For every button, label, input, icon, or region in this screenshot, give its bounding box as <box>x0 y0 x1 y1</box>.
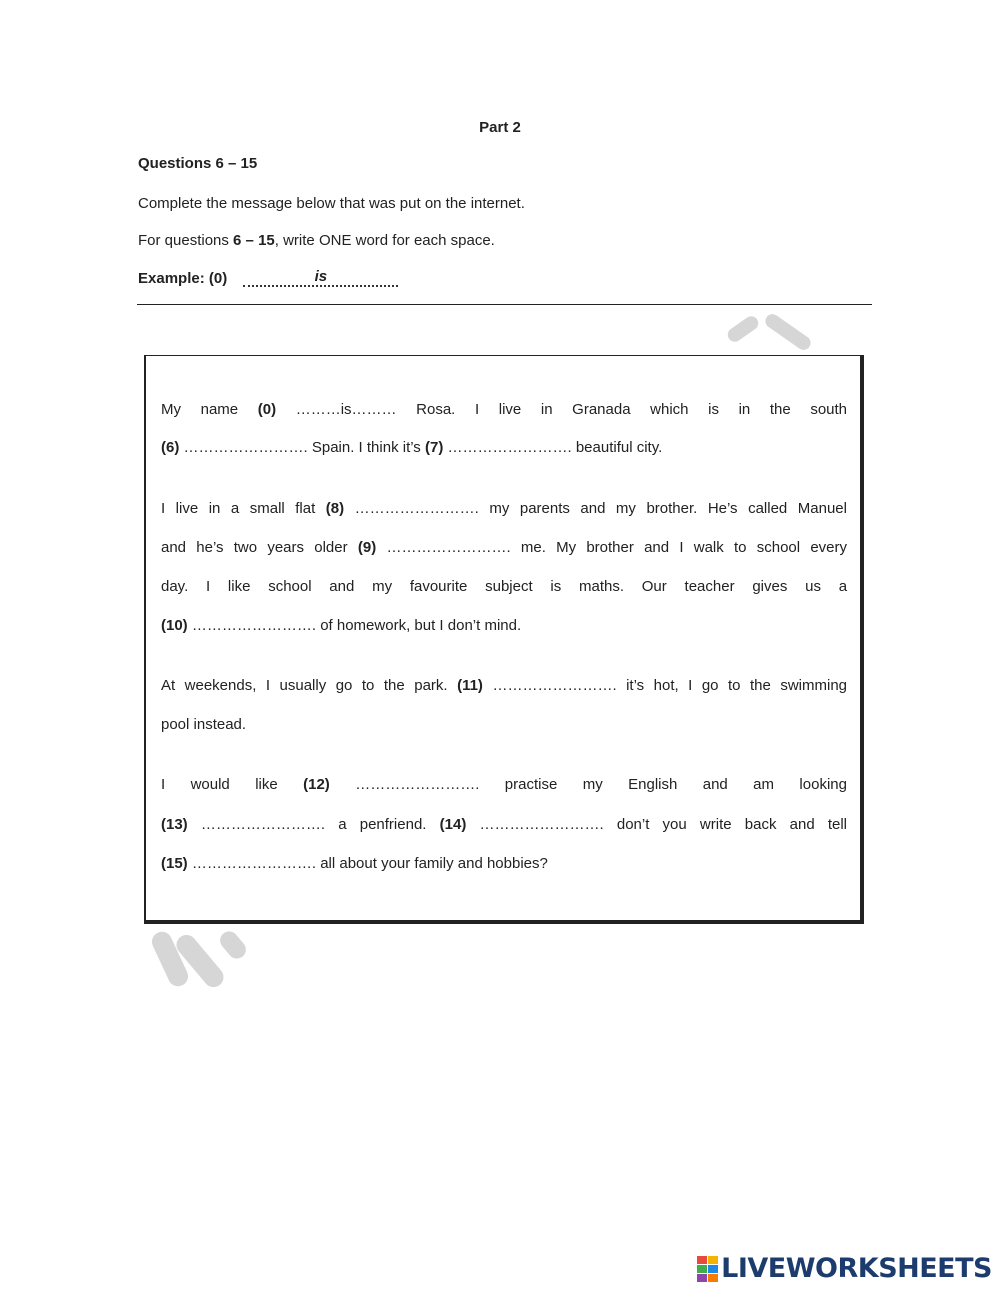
questions-heading: Questions 6 – 15 <box>138 155 258 172</box>
word: live <box>498 401 522 418</box>
message-line-5 <box>161 578 847 595</box>
gap-7-number: (7) <box>424 439 444 456</box>
word: maths. <box>579 578 625 595</box>
gap-14-number: (14) <box>439 816 467 833</box>
logo-text: LIVEWORKSHEETS <box>721 1253 992 1284</box>
part-title: Part 2 <box>479 119 521 136</box>
word: gives <box>752 578 788 595</box>
word: I <box>206 578 211 595</box>
logo-square <box>697 1265 707 1273</box>
word: and <box>329 578 355 595</box>
gap-11-number: (11) <box>457 677 483 694</box>
gap-8-number: (8) <box>325 500 345 517</box>
message-line-11: (15) ……………………. all about your family and hobbies? <box>161 855 548 872</box>
word: am <box>753 776 775 793</box>
word: the <box>769 401 791 418</box>
word: which <box>650 401 689 418</box>
word: Granada <box>572 401 631 418</box>
message-line-7: At weekends, I usually go to the park. (11) ……………………. it’s hot, I go to the swimming <box>161 677 848 694</box>
section-divider <box>137 304 872 305</box>
word: ……………………. <box>355 776 480 793</box>
word: south <box>810 401 848 418</box>
logo-square <box>708 1256 718 1264</box>
word: in <box>738 401 751 418</box>
message-line-6: (10) ……………………. of homework, but I don’t mind. <box>161 617 522 634</box>
example-label: Example: (0) <box>138 270 228 287</box>
word: like <box>227 578 251 595</box>
word: My <box>161 401 181 418</box>
gap-6-number: (6) <box>161 439 180 456</box>
word: school <box>268 578 312 595</box>
gap-13-number: (13) <box>161 816 188 833</box>
message-line-10: (13) ……………………. a penfriend. (14) ……………………. don’t you write back and tell <box>161 816 848 833</box>
message-line-3: I live in a small flat (8) ……………………. my parents and my brother. He’s called Manuel <box>161 500 847 517</box>
word: and <box>702 776 728 793</box>
example-answer: is <box>243 268 398 287</box>
instruction-questions: For questions 6 – 15, write ONE word for each space. <box>138 232 495 249</box>
gap-12-number: (12) <box>303 776 330 793</box>
word: a <box>838 578 848 595</box>
logo-icon <box>697 1256 718 1282</box>
word: teacher <box>684 578 735 595</box>
liveworksheets-logo <box>697 1253 992 1284</box>
word: (0) <box>257 401 277 418</box>
message-line-1 <box>161 401 847 418</box>
logo-square <box>708 1265 718 1273</box>
word: favourite <box>409 578 468 595</box>
logo-square <box>697 1274 707 1282</box>
word: subject <box>485 578 533 595</box>
logo-square <box>697 1256 707 1264</box>
example-line <box>138 270 398 289</box>
gap-15-number: (15) <box>161 855 188 872</box>
word: Our <box>641 578 667 595</box>
word: looking <box>799 776 847 793</box>
word: name <box>200 401 239 418</box>
word: ………is……… <box>295 401 397 418</box>
word: I <box>474 401 480 418</box>
word: like <box>255 776 278 793</box>
watermark-stroke <box>216 928 249 963</box>
word: English <box>628 776 678 793</box>
word: us <box>805 578 821 595</box>
word: Rosa. <box>416 401 456 418</box>
word: day. <box>161 578 189 595</box>
word: in <box>540 401 553 418</box>
word: my <box>582 776 603 793</box>
word: I <box>161 776 166 793</box>
word: would <box>190 776 230 793</box>
watermark-stroke <box>763 311 814 352</box>
gap-9-number: (9) <box>357 539 377 556</box>
word: is <box>708 401 719 418</box>
gap-10-number: (10) <box>161 617 188 634</box>
watermark-stroke <box>725 314 761 345</box>
message-line-2: (6) ……………………. Spain. I think it’s (7) ……………………. beautiful city. <box>161 439 663 456</box>
logo-square <box>708 1274 718 1282</box>
word: my <box>372 578 393 595</box>
message-line-9 <box>161 776 847 793</box>
message-line-8: pool instead. <box>161 716 247 733</box>
instruction-complete: Complete the message below that was put on the internet. <box>138 195 525 212</box>
word: practise <box>504 776 558 793</box>
word: is <box>550 578 562 595</box>
message-box-shadow-right <box>860 355 864 924</box>
message-box-shadow-bottom <box>144 920 864 924</box>
message-line-4: and he’s two years older (9) ……………………. me. My brother and I walk to school every <box>161 539 848 556</box>
